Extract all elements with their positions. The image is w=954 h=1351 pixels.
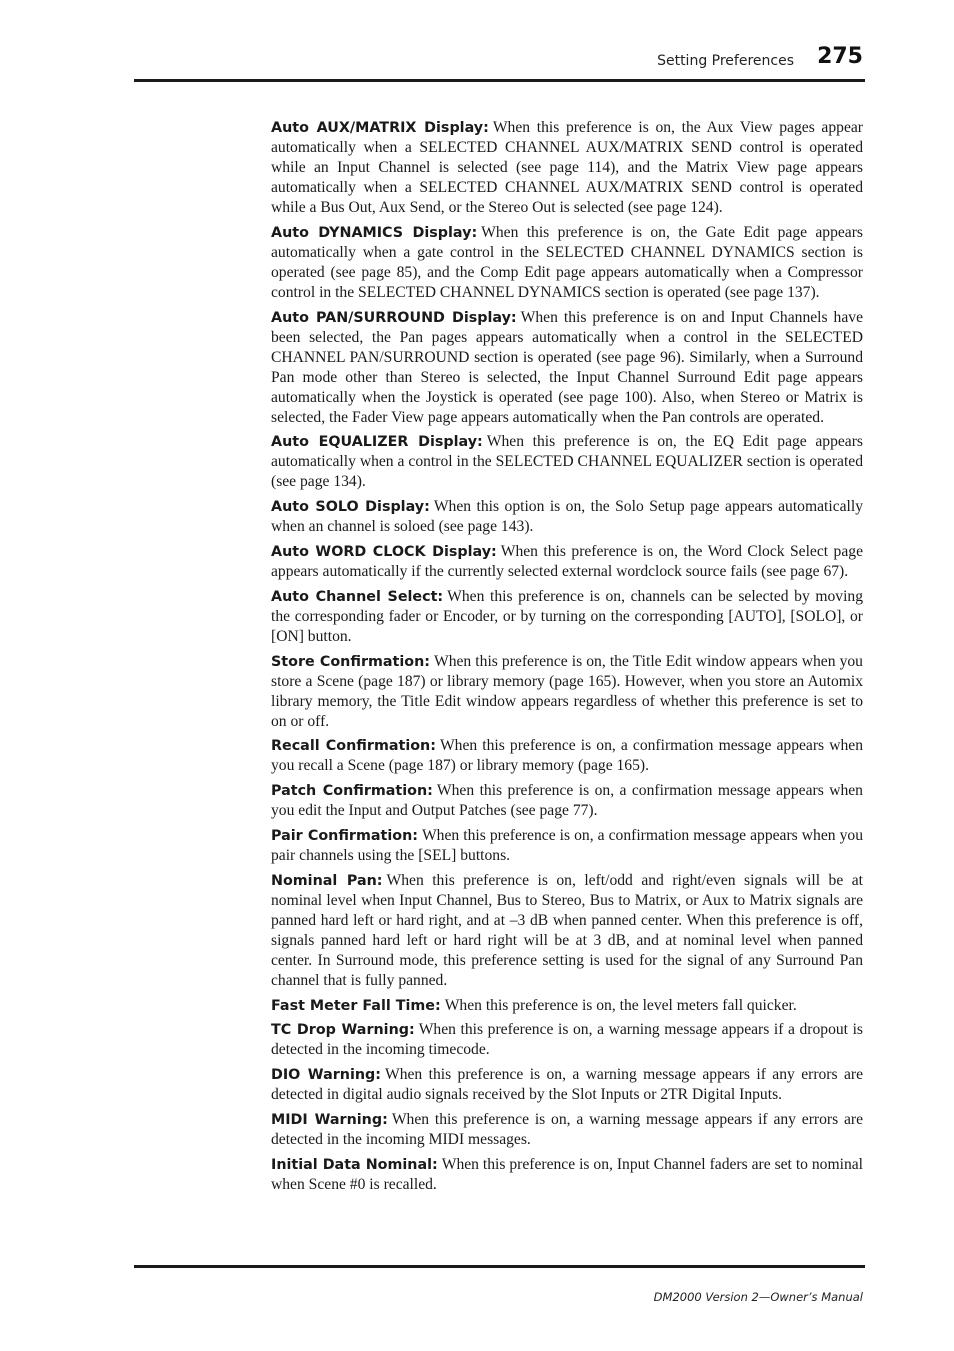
term: Auto PAN/SURROUND Display: [271, 309, 517, 326]
entry-auto-dynamics-display [271, 223, 863, 303]
description: When this preference is on and Input Channels have been selected, the Pan pages appears automatically when a control in the SELECTED CHANNEL PAN/SURROUND section is operated (see page 96). Similarly, when a Surround Pan mode other than Stereo is selected, the Input Channel Surround Edit page appears automatically when the Joystick is operated (see page 100). Also, when Stereo or Matrix is selected, the Fader View page appears automatically when the Pan controls are operated. [271, 308, 863, 426]
description: When this preference is on, the Title Edit window appears when you store a Scene (page 187) or library memory (page 165). However, when you store an Automix library memory, the Title Edit window appears regardless of whether this preference is set to on or off. [271, 652, 863, 730]
entry-auto-aux-matrix-display [271, 118, 863, 218]
term: DIO Warning: [271, 1067, 381, 1084]
entry-initial-data-nominal [271, 1155, 863, 1195]
entry-auto-pan-surround-display [271, 308, 863, 428]
description: When this preference is on, the Word Clock Select page appears automatically if the currently selected external wordclock source fails (see page 67). [271, 542, 863, 580]
footer-rule [134, 1265, 865, 1268]
footer-manual-title: DM2000 Version 2—Owner’s Manual [653, 1290, 863, 1304]
term: Pair Confirmation: [271, 827, 418, 844]
entry-store-confirmation [271, 652, 863, 732]
entry-auto-equalizer-display [271, 432, 863, 492]
description: When this preference is on, the level meters fall quicker. [444, 996, 797, 1014]
term: Auto SOLO Display: [271, 499, 430, 516]
description: When this preference is on, the Gate Edit page appears automatically when a gate control in the SELECTED CHANNEL DYNAMICS section is operated (see page 85), and the Comp Edit page appears automatically when a Compressor control in the SELECTED CHANNEL DYNAMICS section is operated (see page 137). [271, 223, 863, 301]
description: When this preference is on, a warning message appears if a dropout is detected in the incoming timecode. [271, 1021, 863, 1059]
description: When this preference is on, the Aux View pages appear automatically when a SELECTED CHANNEL AUX/MATRIX SEND control is operated while an Input Channel is selected (see page 114), and the Matrix View page appears automatically when a SELECTED CHANNEL AUX/MATRIX SEND control is operated while a Bus Out, Aux Send, or the Stereo Out is selected (see page 124). [271, 119, 863, 216]
term: Initial Data Nominal: [271, 1156, 438, 1173]
term: Nominal Pan: [271, 872, 383, 889]
description: When this option is on, the Solo Setup page appears automatically when an channel is soloed (see page 143). [271, 498, 864, 536]
description: When this preference is on, a warning message appears if any errors are detected in the incoming MIDI messages. [271, 1110, 863, 1148]
description: When this preference is on, a warning message appears if any errors are detected in digital audio signals received by the Slot Inputs or 2TR Digital Inputs. [271, 1066, 863, 1104]
page-number: 275 [817, 44, 863, 69]
preferences-list [271, 118, 863, 1200]
description: When this preference is on, a confirmation message appears when you pair channels using the [SEL] buttons. [271, 826, 863, 864]
entry-dio-warning [271, 1065, 863, 1105]
entry-auto-word-clock-display [271, 542, 863, 582]
entry-fast-meter-fall-time [271, 996, 863, 1016]
term: Auto Channel Select: [271, 588, 444, 605]
term: Auto WORD CLOCK Display: [271, 543, 497, 560]
term: Auto AUX/MATRIX Display: [271, 120, 489, 136]
term: Auto EQUALIZER Display: [271, 434, 483, 451]
description: When this preference is on, a confirmation message appears when you edit the Input and Output Patches (see page 77). [271, 782, 863, 820]
term: Recall Confirmation: [271, 738, 436, 755]
entry-midi-warning [271, 1110, 863, 1150]
term: Auto DYNAMICS Display: [271, 224, 478, 241]
entry-patch-confirmation [271, 781, 863, 821]
description: When this preference is on, left/odd and right/even signals will be at nominal level when Input Channel, Bus to Stereo, Bus to Matrix, or Aux to Matrix signals are panned hard left or hard right, and at –3 dB when panned center. When this preference is off, signals panned hard left or hard right will be at 3 dB, and at nominal level when panned center. In Surround mode, this preference setting is used for the signal of any Surround Pan channel that is fully panned. [271, 871, 863, 989]
entry-tc-drop-warning [271, 1020, 863, 1060]
entry-auto-solo-display [271, 497, 863, 537]
term: MIDI Warning: [271, 1111, 388, 1128]
description: When this preference is on, the EQ Edit page appears automatically when a control in the SELECTED CHANNEL EQUALIZER section is operated (see page 134). [271, 433, 863, 491]
section-title: Setting Preferences [657, 53, 794, 69]
term: Fast Meter Fall Time: [271, 997, 441, 1014]
entry-auto-channel-select [271, 587, 863, 647]
header-rule [134, 79, 865, 82]
term: TC Drop Warning: [271, 1022, 415, 1039]
entry-nominal-pan [271, 871, 863, 991]
entry-recall-confirmation [271, 736, 863, 776]
description: When this preference is on, a confirmation message appears when you recall a Scene (page 187) or library memory (page 165). [271, 737, 863, 775]
term: Patch Confirmation: [271, 783, 433, 800]
entry-pair-confirmation [271, 826, 863, 866]
description: When this preference is on, channels can be selected by moving the corresponding fader or Encoder, or by turning on the corresponding [AUTO], [SOLO], or [ON] button. [271, 587, 863, 645]
term: Store Confirmation: [271, 653, 430, 670]
description: When this preference is on, Input Channel faders are set to nominal when Scene #0 is recalled. [271, 1155, 863, 1193]
